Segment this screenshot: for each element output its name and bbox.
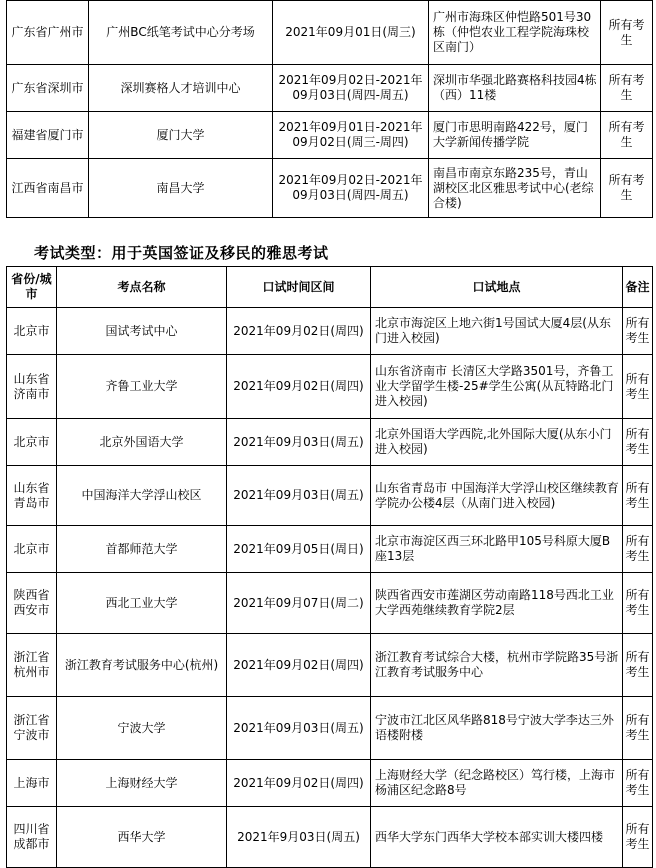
center-cell: 北京外国语大学 <box>57 419 227 466</box>
test-center-table-2 <box>6 266 653 868</box>
table-row <box>7 466 653 526</box>
province-cell: 上海市 <box>7 760 57 807</box>
location-cell: 深圳市华强北路赛格科技园4栋（西）11楼 <box>429 65 601 112</box>
note-cell: 所有考生 <box>623 355 653 419</box>
center-cell: 宁波大学 <box>57 697 227 760</box>
table-row <box>7 419 653 466</box>
table-row <box>7 634 653 697</box>
location-cell: 浙江教育考试综合大楼，杭州市学院路35号浙江教育考试服务中心 <box>371 634 623 697</box>
center-cell: 中国海洋大学浮山校区 <box>57 466 227 526</box>
time-cell: 2021年09月02日-2021年09月03日(周四-周五) <box>273 159 429 218</box>
province-cell: 广东省广州市 <box>7 1 89 65</box>
time-cell: 2021年09月02日(周四) <box>227 760 371 807</box>
location-cell: 南昌市南京东路235号，青山湖校区北区雅思考试中心(老综合楼) <box>429 159 601 218</box>
time-cell: 2021年9月03日(周五) <box>227 807 371 868</box>
header-location: 口试地点 <box>371 267 623 308</box>
header-center: 考点名称 <box>57 267 227 308</box>
center-cell: 浙江教育考试服务中心(杭州) <box>57 634 227 697</box>
table-row <box>7 697 653 760</box>
location-cell: 山东省济南市 长清区大学路3501号，齐鲁工业大学留学生楼-25#学生公寓(从瓦特路北门进入校园) <box>371 355 623 419</box>
table-row <box>7 355 653 419</box>
table-row <box>7 573 653 634</box>
province-cell: 浙江省宁波市 <box>7 697 57 760</box>
location-cell: 山东省青岛市 中国海洋大学浮山校区继续教育学院办公楼4层（从南门进入校园) <box>371 466 623 526</box>
header-time: 口试时间区间 <box>227 267 371 308</box>
time-cell: 2021年09月02日-2021年09月03日(周四-周五) <box>273 65 429 112</box>
province-cell: 北京市 <box>7 526 57 573</box>
time-cell: 2021年09月02日(周四) <box>227 308 371 355</box>
note-cell: 所有考生 <box>601 65 653 112</box>
header-note: 备注 <box>623 267 653 308</box>
province-cell: 北京市 <box>7 419 57 466</box>
center-cell: 广州BC纸笔考试中心分考场 <box>89 1 273 65</box>
note-cell: 所有考生 <box>623 634 653 697</box>
center-cell: 首都师范大学 <box>57 526 227 573</box>
time-cell: 2021年09月01日(周三) <box>273 1 429 65</box>
note-cell: 所有考生 <box>623 807 653 868</box>
province-cell: 广东省深圳市 <box>7 65 89 112</box>
province-cell: 四川省成都市 <box>7 807 57 868</box>
location-cell: 广州市海珠区仲恺路501号30栋（仲恺农业工程学院海珠校区南门） <box>429 1 601 65</box>
center-cell: 南昌大学 <box>89 159 273 218</box>
location-cell: 宁波市江北区风华路818号宁波大学李达三外语楼附楼 <box>371 697 623 760</box>
province-cell: 浙江省杭州市 <box>7 634 57 697</box>
table-header-row <box>7 267 653 308</box>
note-cell: 所有考生 <box>623 466 653 526</box>
note-cell: 所有考生 <box>623 573 653 634</box>
header-province: 省份/城市 <box>7 267 57 308</box>
note-cell: 所有考生 <box>623 697 653 760</box>
time-cell: 2021年09月03日(周五) <box>227 697 371 760</box>
province-cell: 山东省济南市 <box>7 355 57 419</box>
location-cell: 厦门市思明南路422号，厦门大学新闻传播学院 <box>429 112 601 159</box>
test-center-table-1 <box>6 0 653 218</box>
note-cell: 所有考生 <box>623 419 653 466</box>
center-cell: 齐鲁工业大学 <box>57 355 227 419</box>
section-title: 考试类型：用于英国签证及移民的雅思考试 <box>34 244 329 262</box>
time-cell: 2021年09月02日(周四) <box>227 355 371 419</box>
province-cell: 山东省青岛市 <box>7 466 57 526</box>
center-cell: 深圳赛格人才培训中心 <box>89 65 273 112</box>
note-cell: 所有考生 <box>601 112 653 159</box>
center-cell: 西华大学 <box>57 807 227 868</box>
note-cell: 所有考生 <box>601 159 653 218</box>
table-row <box>7 65 653 112</box>
time-cell: 2021年09月03日(周五) <box>227 466 371 526</box>
note-cell: 所有考生 <box>623 760 653 807</box>
location-cell: 北京外国语大学西院,北外国际大厦(从东小门进入校园) <box>371 419 623 466</box>
note-cell: 所有考生 <box>623 526 653 573</box>
table-row <box>7 112 653 159</box>
time-cell: 2021年09月05日(周日) <box>227 526 371 573</box>
table-row <box>7 159 653 218</box>
table-row <box>7 308 653 355</box>
note-cell: 所有考生 <box>623 308 653 355</box>
table-row <box>7 807 653 868</box>
province-cell: 江西省南昌市 <box>7 159 89 218</box>
location-cell: 陕西省西安市莲湖区劳动南路118号西北工业大学西苑继续教育学院2层 <box>371 573 623 634</box>
time-cell: 2021年09月02日(周四) <box>227 634 371 697</box>
center-cell: 上海财经大学 <box>57 760 227 807</box>
note-cell: 所有考生 <box>601 1 653 65</box>
location-cell: 北京市海淀区西三环北路甲105号科原大厦B座13层 <box>371 526 623 573</box>
time-cell: 2021年09月07日(周二) <box>227 573 371 634</box>
center-cell: 西北工业大学 <box>57 573 227 634</box>
location-cell: 北京市海淀区上地六街1号国试大厦4层(从东门进入校园) <box>371 308 623 355</box>
table-row <box>7 760 653 807</box>
center-cell: 国试考试中心 <box>57 308 227 355</box>
table-row <box>7 1 653 65</box>
time-cell: 2021年09月01日-2021年09月02日(周三-周四) <box>273 112 429 159</box>
time-cell: 2021年09月03日(周五) <box>227 419 371 466</box>
table-row <box>7 526 653 573</box>
province-cell: 北京市 <box>7 308 57 355</box>
center-cell: 厦门大学 <box>89 112 273 159</box>
location-cell: 上海财经大学（纪念路校区）笃行楼，上海市杨浦区纪念路8号 <box>371 760 623 807</box>
province-cell: 福建省厦门市 <box>7 112 89 159</box>
location-cell: 西华大学东门西华大学校本部实训大楼四楼 <box>371 807 623 868</box>
province-cell: 陕西省西安市 <box>7 573 57 634</box>
